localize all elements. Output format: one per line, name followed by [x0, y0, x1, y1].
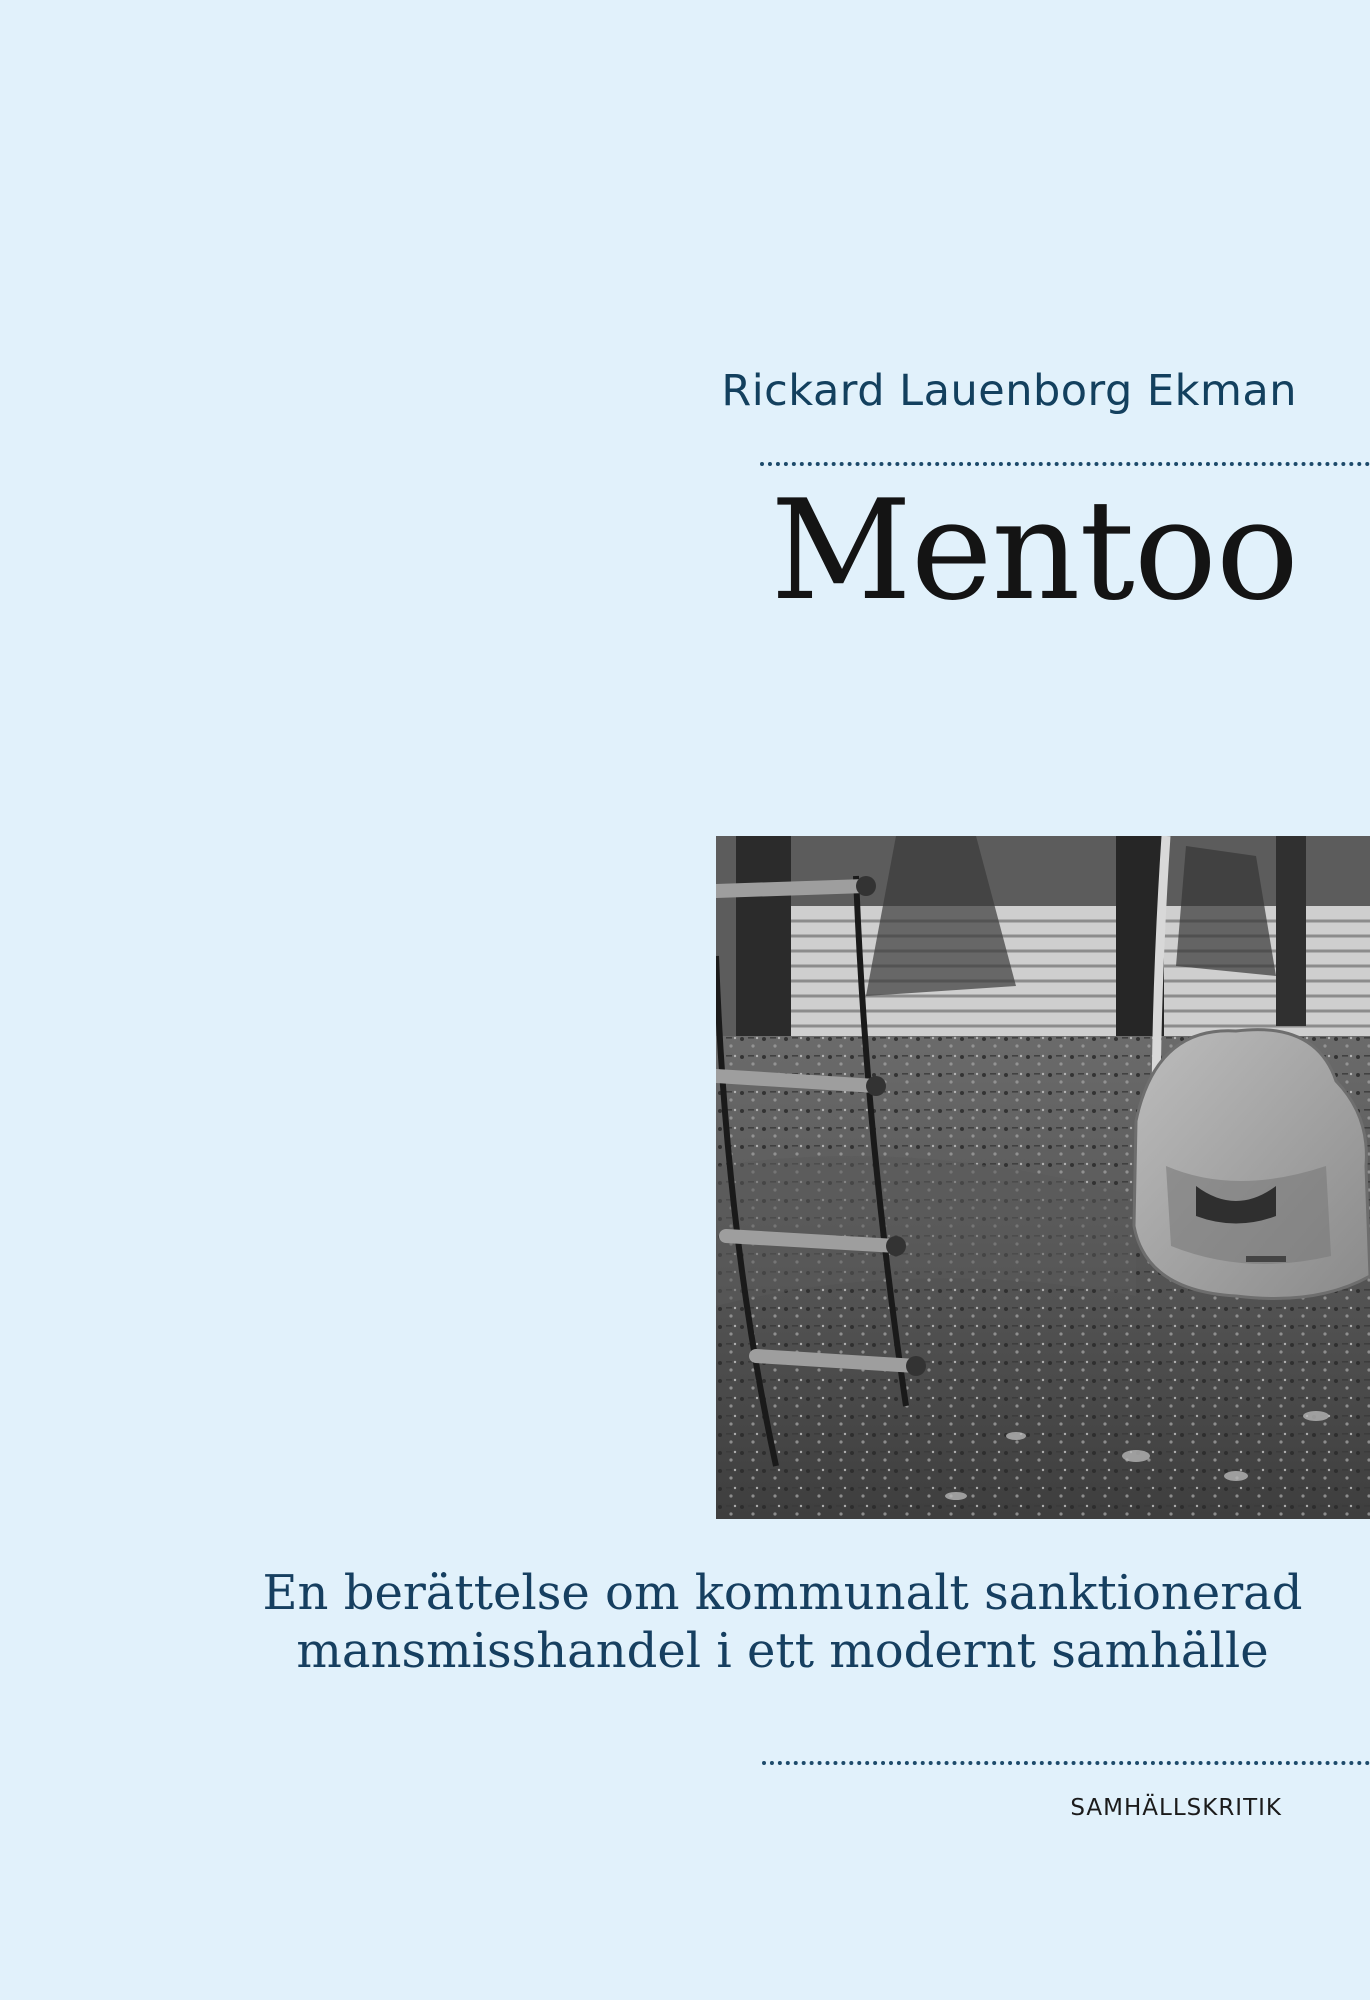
subtitle-line-1: En berättelse om kommunalt sanktionerad: [262, 1565, 1303, 1621]
subtitle-line-2: mansmisshandel i ett modernt samhälle: [296, 1623, 1269, 1679]
top-dotted-divider: [760, 462, 1370, 466]
author-name: Rickard Lauenborg Ekman: [721, 366, 1297, 416]
genre-label: SAMHÄLLSKRITIK: [1070, 1795, 1282, 1821]
bottom-dotted-divider: [762, 1761, 1370, 1765]
book-title: Mentoo: [770, 470, 1298, 631]
cover-photo: [716, 836, 1370, 1519]
swing-photo-icon: [716, 836, 1370, 1519]
book-subtitle: [240, 1564, 1325, 1680]
